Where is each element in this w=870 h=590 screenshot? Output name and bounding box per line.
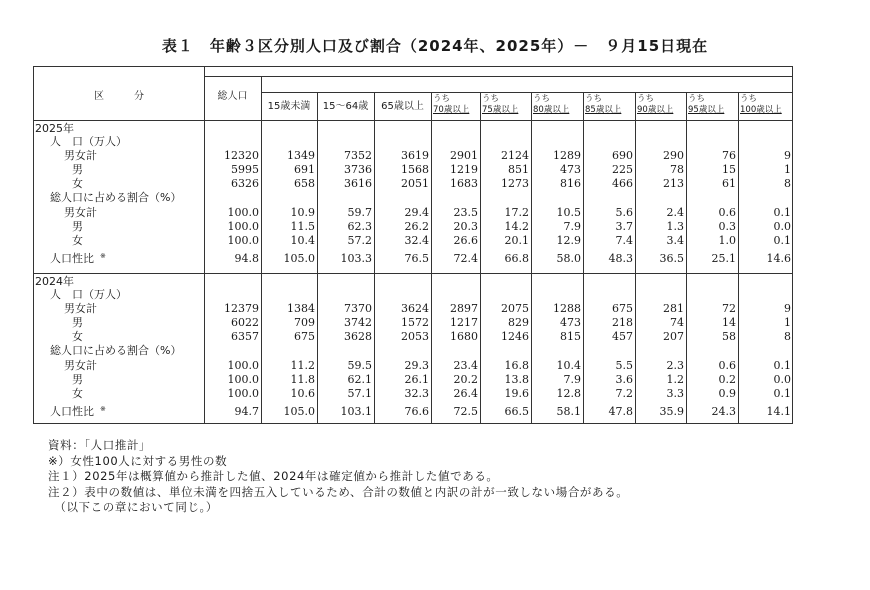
table-cell: 105.0: [283, 405, 315, 418]
table-cell: 675: [294, 330, 315, 343]
header-sub-label: 75歳以上: [482, 105, 519, 115]
table-cell: 14: [722, 316, 736, 329]
table-cell: 3.4: [666, 234, 684, 247]
table-cell: 7.2: [615, 387, 633, 400]
table-cell: 2901: [450, 149, 478, 162]
table-cell: 473: [560, 163, 581, 176]
table-cell: 5.5: [615, 359, 633, 372]
table-row: [34, 288, 794, 302]
table-cell: 281: [663, 302, 684, 315]
table-cell: 7.9: [563, 220, 581, 233]
table-cell: 6357: [231, 330, 259, 343]
table-row: [34, 135, 794, 149]
header-sub-column: [740, 94, 782, 116]
table-row: [34, 330, 794, 344]
table-cell: 1.2: [666, 373, 684, 386]
table-row: [34, 302, 794, 316]
note-sex-ratio: ※）女性100人に対する男性の数: [48, 453, 228, 468]
table-cell: 12320: [224, 149, 259, 162]
table-cell: 47.8: [608, 405, 633, 418]
sex-ratio-note-mark: ※: [100, 252, 106, 260]
table-cell: 11.5: [290, 220, 315, 233]
row-label: 2025年: [35, 122, 74, 135]
table-cell: 466: [612, 177, 633, 190]
note-1: 注１）2025年は概算値から推計した値、2024年は確定値から推計した値である。: [48, 469, 499, 483]
header-sub-label: 70歳以上: [433, 105, 470, 115]
table-cell: 48.3: [608, 252, 633, 265]
table-cell: 57.1: [347, 387, 372, 400]
row-label: 男女計: [64, 302, 97, 315]
table-cell: 1568: [401, 163, 429, 176]
row-label: 男: [72, 163, 83, 176]
table-cell: 0.9: [718, 387, 736, 400]
row-label: 男: [72, 220, 83, 233]
table-cell: 72.5: [453, 405, 478, 418]
table-cell: 5.6: [615, 206, 633, 219]
table-cell: 9: [784, 149, 791, 162]
table-row: [34, 344, 794, 358]
table-cell: 1.3: [666, 220, 684, 233]
header-sub-label: 95歳以上: [688, 105, 725, 115]
table-cell: 72.4: [453, 252, 478, 265]
table-cell: 100.0: [227, 359, 259, 372]
table-cell: 3.6: [615, 373, 633, 386]
header-sub-label: 100歳以上: [740, 105, 782, 115]
table-cell: 675: [612, 302, 633, 315]
table-cell: 709: [294, 316, 315, 329]
table-cell: 3624: [401, 302, 429, 315]
table-cell: 61: [722, 177, 736, 190]
table-row: [34, 191, 794, 205]
table-cell: 2.4: [666, 206, 684, 219]
sex-ratio-note-mark: ※: [100, 405, 106, 413]
table-cell: 78: [670, 163, 684, 176]
table-cell: 103.1: [340, 405, 372, 418]
row-label: 人 口（万人）: [50, 135, 127, 148]
table-row: [34, 405, 794, 419]
table-cell: 36.5: [659, 252, 684, 265]
table-row: [34, 373, 794, 387]
table-cell: 1: [784, 316, 791, 329]
header-top-rule: [204, 76, 793, 77]
table-cell: 29.3: [404, 359, 429, 372]
table-cell: 62.1: [347, 373, 372, 386]
table-cell: 3.3: [666, 387, 684, 400]
header-bottom-rule: [34, 120, 793, 121]
table-cell: 11.2: [290, 359, 315, 372]
table-cell: 26.6: [453, 234, 478, 247]
table-cell: 100.0: [227, 206, 259, 219]
table-row: [34, 316, 794, 330]
table-cell: 225: [612, 163, 633, 176]
table-cell: 20.3: [453, 220, 478, 233]
table-cell: 2.3: [666, 359, 684, 372]
table-cell: 1.0: [718, 234, 736, 247]
table-cell: 0.6: [718, 206, 736, 219]
table-cell: 100.0: [227, 387, 259, 400]
table-cell: 19.6: [504, 387, 529, 400]
table-cell: 207: [663, 330, 684, 343]
table-cell: 2053: [401, 330, 429, 343]
row-label: 総人口に占める割合（%）: [50, 344, 182, 357]
table-cell: 94.7: [234, 405, 259, 418]
table-cell: 7.4: [615, 234, 633, 247]
table-title: 表１ 年齢３区分別人口及び割合（2024年、2025年）－ ９月15日現在: [161, 37, 709, 55]
table-cell: 10.6: [290, 387, 315, 400]
table-cell: 26.1: [404, 373, 429, 386]
table-cell: 3619: [401, 149, 429, 162]
header-sub-prefix: うち: [533, 94, 551, 104]
header-sub-label: 90歳以上: [637, 105, 674, 115]
table-cell: 8: [784, 330, 791, 343]
table-cell: 829: [508, 316, 529, 329]
row-label: 男女計: [64, 206, 97, 219]
notes: [48, 438, 628, 516]
note-2: 注２）表中の数値は、単位未満を四捨五入しているため、合計の数値と内訳の計が一致しない場合がある。: [48, 484, 629, 499]
table-cell: 2075: [501, 302, 529, 315]
table-cell: 1572: [401, 316, 429, 329]
header-sub-column: [533, 94, 569, 116]
table-cell: 12.9: [556, 234, 581, 247]
header-sub-rule: [261, 92, 793, 93]
table-cell: 100.0: [227, 373, 259, 386]
table-cell: 76.5: [404, 252, 429, 265]
table-cell: 105.0: [283, 252, 315, 265]
table-cell: 94.8: [234, 252, 259, 265]
table-cell: 457: [612, 330, 633, 343]
row-label: 総人口に占める割合（%）: [50, 191, 182, 204]
table-cell: 35.9: [659, 405, 684, 418]
header-sub-label: 80歳以上: [533, 105, 570, 115]
table-row: [34, 387, 794, 401]
row-label: 女: [72, 177, 83, 190]
table-cell: 0.0: [773, 220, 791, 233]
table-cell: 24.3: [711, 405, 736, 418]
table-cell: 7370: [344, 302, 372, 315]
table-cell: 0.1: [773, 387, 791, 400]
table-cell: 218: [612, 316, 633, 329]
table-row: [34, 122, 794, 136]
table-cell: 14.6: [766, 252, 791, 265]
table-cell: 290: [663, 149, 684, 162]
table-cell: 10.5: [556, 206, 581, 219]
table-cell: 3.7: [615, 220, 633, 233]
table-cell: 10.4: [556, 359, 581, 372]
row-label: 人口性比: [50, 252, 94, 265]
table-cell: 12.8: [556, 387, 581, 400]
table-cell: 59.5: [347, 359, 372, 372]
header-sub-prefix: うち: [433, 94, 451, 104]
row-label: 2024年: [35, 275, 74, 288]
table-row: [34, 149, 794, 163]
table-cell: 0.0: [773, 373, 791, 386]
header-sub-column: [688, 94, 724, 116]
table-cell: 62.3: [347, 220, 372, 233]
header-total: 総人口: [217, 91, 248, 102]
table-cell: 16.8: [504, 359, 529, 372]
header-15to64: 15～64歳: [322, 101, 369, 112]
table-cell: 3628: [344, 330, 372, 343]
header-sub-prefix: うち: [637, 94, 655, 104]
table-cell: 11.8: [290, 373, 315, 386]
table-cell: 7.9: [563, 373, 581, 386]
table-cell: 2051: [401, 177, 429, 190]
table-cell: 57.2: [347, 234, 372, 247]
table-cell: 15: [722, 163, 736, 176]
header-sub-label: 85歳以上: [585, 105, 622, 115]
table-cell: 32.3: [404, 387, 429, 400]
table-cell: 20.1: [504, 234, 529, 247]
table-cell: 1680: [450, 330, 478, 343]
table-cell: 23.5: [453, 206, 478, 219]
table-cell: 76.6: [404, 405, 429, 418]
table-cell: 1246: [501, 330, 529, 343]
table-cell: 72: [722, 302, 736, 315]
row-label: 人口性比: [50, 405, 94, 418]
row-label: 男: [72, 316, 83, 329]
table-cell: 58.0: [556, 252, 581, 265]
table-row: [34, 234, 794, 248]
table-row: [34, 177, 794, 191]
note-source: 資料：「人口推計」: [48, 438, 152, 452]
table-cell: 25.1: [711, 252, 736, 265]
table-cell: 76: [722, 149, 736, 162]
table-row: [34, 252, 794, 266]
table-cell: 1384: [287, 302, 315, 315]
row-label: 女: [72, 387, 83, 400]
table-cell: 690: [612, 149, 633, 162]
table-cell: 473: [560, 316, 581, 329]
table-cell: 1289: [553, 149, 581, 162]
header-sub-column: [585, 94, 621, 116]
table-cell: 59.7: [347, 206, 372, 219]
table-cell: 6022: [231, 316, 259, 329]
table-cell: 66.5: [504, 405, 529, 418]
table-cell: 691: [294, 163, 315, 176]
table-cell: 14.2: [504, 220, 529, 233]
table-cell: 3736: [344, 163, 372, 176]
table-cell: 1219: [450, 163, 478, 176]
table-cell: 6326: [231, 177, 259, 190]
table-cell: 1273: [501, 177, 529, 190]
table-cell: 0.1: [773, 206, 791, 219]
header-under15: 15歳未満: [267, 101, 311, 112]
table-row: [34, 206, 794, 220]
row-label: 男: [72, 373, 83, 386]
table-cell: 3742: [344, 316, 372, 329]
row-label: 人 口（万人）: [50, 288, 127, 301]
table-row: [34, 220, 794, 234]
table-cell: 815: [560, 330, 581, 343]
table-cell: 66.8: [504, 252, 529, 265]
section-divider: [34, 273, 793, 274]
header-sub-column: [482, 94, 518, 116]
table-cell: 0.1: [773, 234, 791, 247]
table-row: [34, 163, 794, 177]
table-cell: 658: [294, 177, 315, 190]
note-2-continued: （以下この章において同じ。）: [48, 500, 218, 514]
table-cell: 1217: [450, 316, 478, 329]
table-cell: 816: [560, 177, 581, 190]
table-cell: 13.8: [504, 373, 529, 386]
row-label: 男女計: [64, 149, 97, 162]
table-cell: 10.9: [290, 206, 315, 219]
table-cell: 26.2: [404, 220, 429, 233]
table-cell: 58: [722, 330, 736, 343]
row-label: 女: [72, 330, 83, 343]
header-sub-prefix: うち: [740, 94, 758, 104]
table-cell: 0.1: [773, 359, 791, 372]
table-cell: 100.0: [227, 234, 259, 247]
table-cell: 12379: [224, 302, 259, 315]
table-cell: 2124: [501, 149, 529, 162]
table-cell: 103.3: [340, 252, 372, 265]
table-cell: 10.4: [290, 234, 315, 247]
row-label: 男女計: [64, 359, 97, 372]
table-cell: 213: [663, 177, 684, 190]
table-cell: 0.2: [718, 373, 736, 386]
table-cell: 3616: [344, 177, 372, 190]
table-cell: 14.1: [766, 405, 791, 418]
table-cell: 26.4: [453, 387, 478, 400]
header-category: 区 分: [94, 91, 144, 102]
table-cell: 7352: [344, 149, 372, 162]
header-sub-prefix: うち: [482, 94, 500, 104]
table-cell: 1288: [553, 302, 581, 315]
table-cell: 1: [784, 163, 791, 176]
table-cell: 74: [670, 316, 684, 329]
table-cell: 23.4: [453, 359, 478, 372]
table-cell: 0.3: [718, 220, 736, 233]
table-row: [34, 275, 794, 289]
header-65plus: 65歳以上: [381, 101, 424, 112]
table-cell: 2897: [450, 302, 478, 315]
table-cell: 32.4: [404, 234, 429, 247]
header-sub-prefix: うち: [688, 94, 706, 104]
table-cell: 100.0: [227, 220, 259, 233]
table-cell: 17.2: [504, 206, 529, 219]
population-table: [33, 66, 793, 424]
header-sub-column: [433, 94, 469, 116]
table-cell: 1349: [287, 149, 315, 162]
header-sub-prefix: うち: [585, 94, 603, 104]
table-cell: 1683: [450, 177, 478, 190]
table-cell: 5995: [231, 163, 259, 176]
table-cell: 9: [784, 302, 791, 315]
table-cell: 58.1: [556, 405, 581, 418]
header-sub-column: [637, 94, 673, 116]
table-row: [34, 359, 794, 373]
table-cell: 0.6: [718, 359, 736, 372]
table-cell: 8: [784, 177, 791, 190]
table-cell: 29.4: [404, 206, 429, 219]
table-cell: 20.2: [453, 373, 478, 386]
table-cell: 851: [508, 163, 529, 176]
row-label: 女: [72, 234, 83, 247]
